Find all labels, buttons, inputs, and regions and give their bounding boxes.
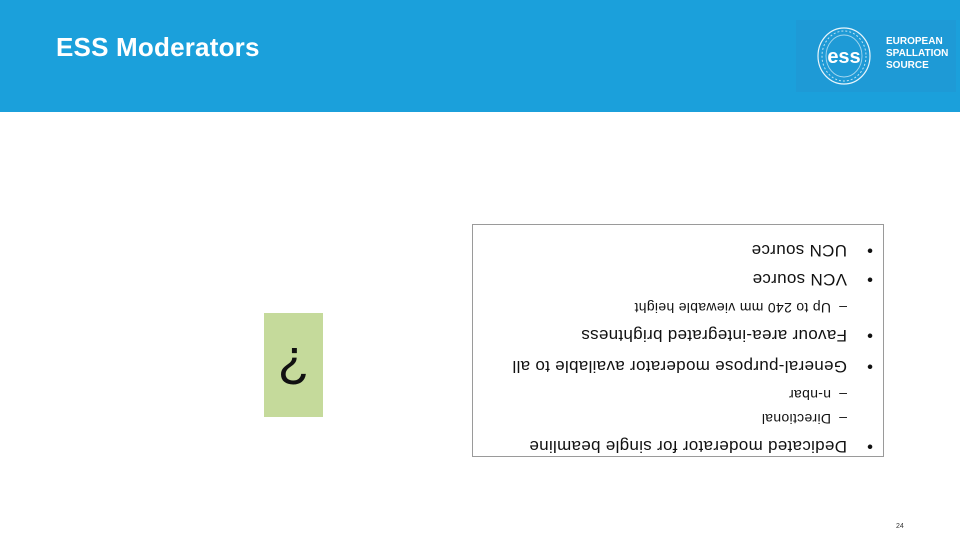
bullet-item: [581, 325, 873, 345]
bullet-text: UCN source: [751, 241, 847, 260]
logo-mark-text: ess: [827, 46, 861, 68]
sub-text: Up to 240 mm viewable height: [634, 300, 831, 316]
question-mark: ?: [279, 336, 308, 394]
bullet-dot: •: [866, 241, 873, 260]
ess-logo: [796, 20, 956, 92]
sub-text: n-nbar: [788, 387, 831, 403]
sub-text: Directional: [761, 411, 831, 427]
bullet-item: [752, 269, 873, 289]
moderator-requirements-textbox: [472, 224, 884, 457]
bullet-dot: •: [866, 270, 873, 289]
question-box: [264, 313, 323, 417]
bullet-text: Favour area-integrated brightness: [581, 326, 847, 345]
logo-line-1: EUROPEAN: [886, 36, 943, 47]
sub-dash: –: [838, 387, 847, 403]
sub-dash: –: [838, 411, 847, 427]
sub-dash: –: [838, 300, 847, 316]
page-number: 24: [896, 523, 904, 530]
slide-title: ESS Moderators: [56, 32, 260, 62]
bullet-text: VCN source: [752, 270, 847, 289]
header-bar: [0, 0, 960, 112]
bullet-item: [529, 436, 873, 456]
logo-line-3: SOURCE: [886, 60, 929, 71]
bullet-text: General-purpose moderator available to all: [512, 357, 847, 376]
sub-item: [762, 411, 847, 427]
sub-item: [634, 300, 847, 316]
flipped-content: [473, 225, 883, 456]
bullet-dot: •: [866, 437, 873, 456]
bullet-item: [512, 356, 873, 376]
sub-item: [789, 387, 847, 403]
logo-line-2: SPALLATION: [886, 48, 949, 59]
bullet-dot: •: [866, 326, 873, 345]
bullet-dot: •: [866, 357, 873, 376]
bullet-text: Dedicated moderator for single beamline: [529, 437, 847, 456]
bullet-item: [751, 240, 873, 260]
logo-wordmark: [886, 36, 948, 72]
